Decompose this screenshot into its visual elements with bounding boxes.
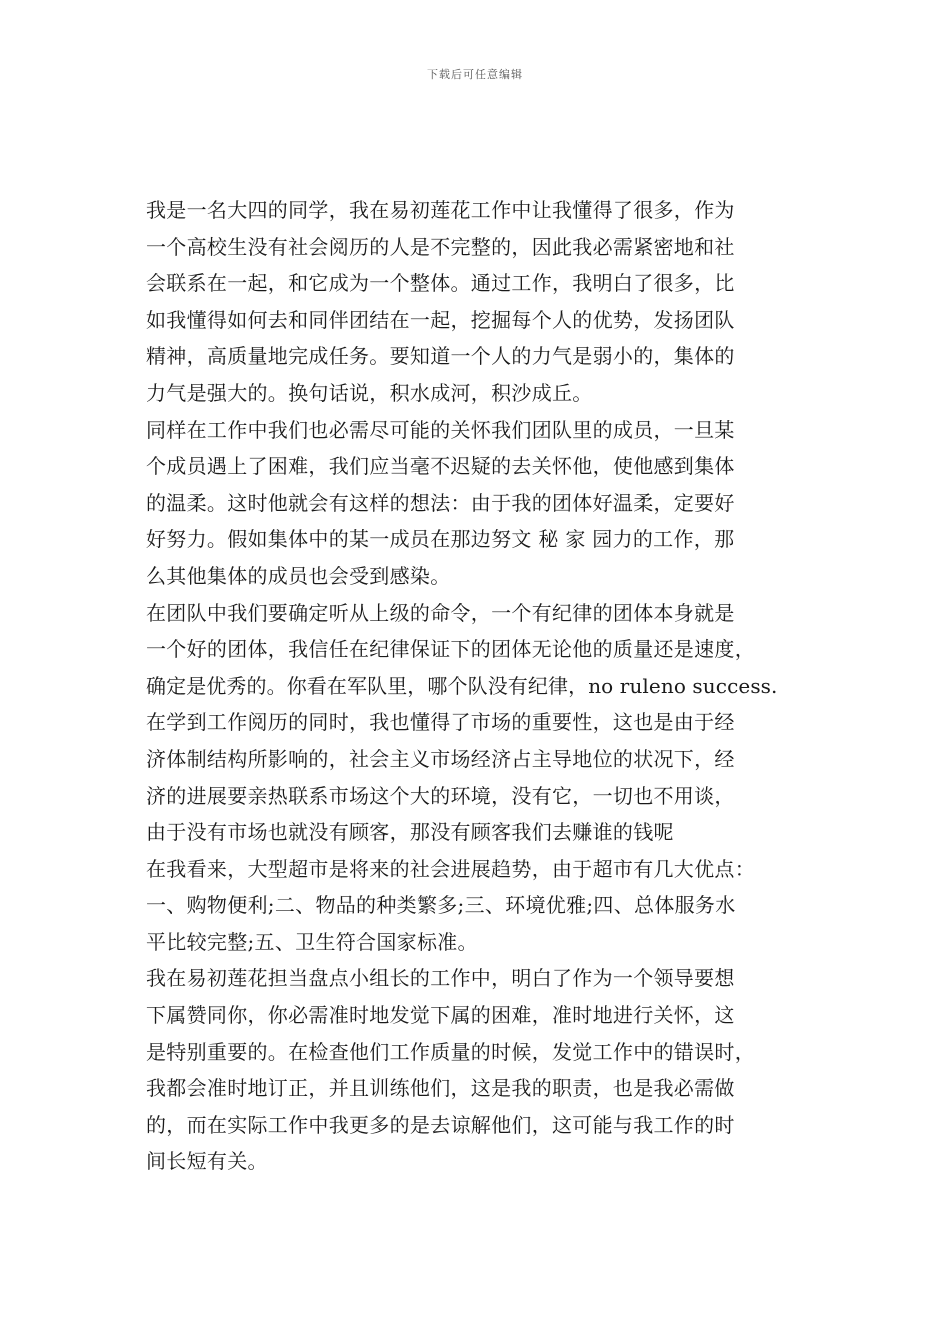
text-line: 同样在工作中我们也必需尽可能的关怀我们团队里的成员，一旦某: [146, 417, 735, 442]
text-line: 是特别重要的。在检查他们工作质量的时候，发觉工作中的错误时，: [146, 1039, 755, 1064]
text-line: 下属赞同你，你必需准时地发觉下属的困难，准时地进行关怀，这: [146, 1003, 735, 1028]
text-line: 济的进展要亲热联系市场这个大的环境，没有它，一切也不用谈，: [146, 783, 735, 808]
text-line: 在学到工作阅历的同时，我也懂得了市场的重要性，这也是由于经: [146, 710, 735, 735]
paragraph-4: [146, 704, 826, 850]
document-body: [146, 192, 826, 1180]
text-line: 平比较完整;五、卫生符合国家标准。: [146, 929, 478, 954]
paragraph-2: [146, 412, 826, 595]
text-line: 会联系在一起，和它成为一个整体。通过工作，我明白了很多，比: [146, 271, 735, 296]
text-line: 一、购物便利;二、物品的种类繁多;三、环境优雅;四、总体服务水: [146, 893, 736, 918]
text-line: 一个高校生没有社会阅历的人是不完整的，因此我必需紧密地和社: [146, 234, 735, 259]
paragraph-5: [146, 851, 826, 961]
paragraph-3: [146, 595, 826, 705]
text-line: 在我看来，大型超市是将来的社会进展趋势，由于超市有几大优点：: [146, 856, 755, 881]
text-line: 力气是强大的。换句话说，积水成河，积沙成丘。: [146, 380, 593, 405]
text-line: 精神，高质量地完成任务。要知道一个人的力气是弱小的，集体的: [146, 344, 735, 369]
paragraph-1: [146, 192, 826, 412]
text-line: 确定是优秀的。你看在军队里，哪个队没有纪律，no ruleno success.: [146, 673, 778, 698]
text-line: 一个好的团体，我信任在纪律保证下的团体无论他的质量还是速度，: [146, 637, 755, 662]
text-line: 我都会准时地订正，并且训练他们，这是我的职责，也是我必需做: [146, 1076, 735, 1101]
text-line: 由于没有市场也就没有顾客，那没有顾客我们去赚谁的钱呢: [146, 820, 674, 845]
text-line: 我是一名大四的同学，我在易初莲花工作中让我懂得了很多，作为: [146, 198, 735, 222]
text-line: 的，而在实际工作中我更多的是去谅解他们，这可能与我工作的时: [146, 1112, 735, 1137]
page-header: 下载后可任意编辑: [427, 68, 523, 81]
text-line: 如我懂得如何去和同伴团结在一起，挖掘每个人的优势，发扬团队: [146, 307, 735, 332]
text-line: 么其他集体的成员也会受到感染。: [146, 563, 451, 588]
paragraph-6: [146, 960, 826, 1180]
text-line: 我在易初莲花担当盘点小组长的工作中，明白了作为一个领导要想: [146, 966, 735, 991]
text-line: 济体制结构所影响的，社会主义市场经济占主导地位的状况下，经: [146, 746, 735, 771]
text-line: 的温柔。这时他就会有这样的想法：由于我的团体好温柔，定要好: [146, 490, 735, 515]
text-line: 在团队中我们要确定听从上级的命令，一个有纪律的团体本身就是: [146, 600, 735, 625]
text-line: 间长短有关。: [146, 1149, 268, 1174]
text-line: 好努力。假如集体中的某一成员在那边努文 秘 家 园力的工作，那: [146, 527, 735, 552]
text-line: 个成员遇上了困难，我们应当毫不迟疑的去关怀他，使他感到集体: [146, 454, 735, 479]
